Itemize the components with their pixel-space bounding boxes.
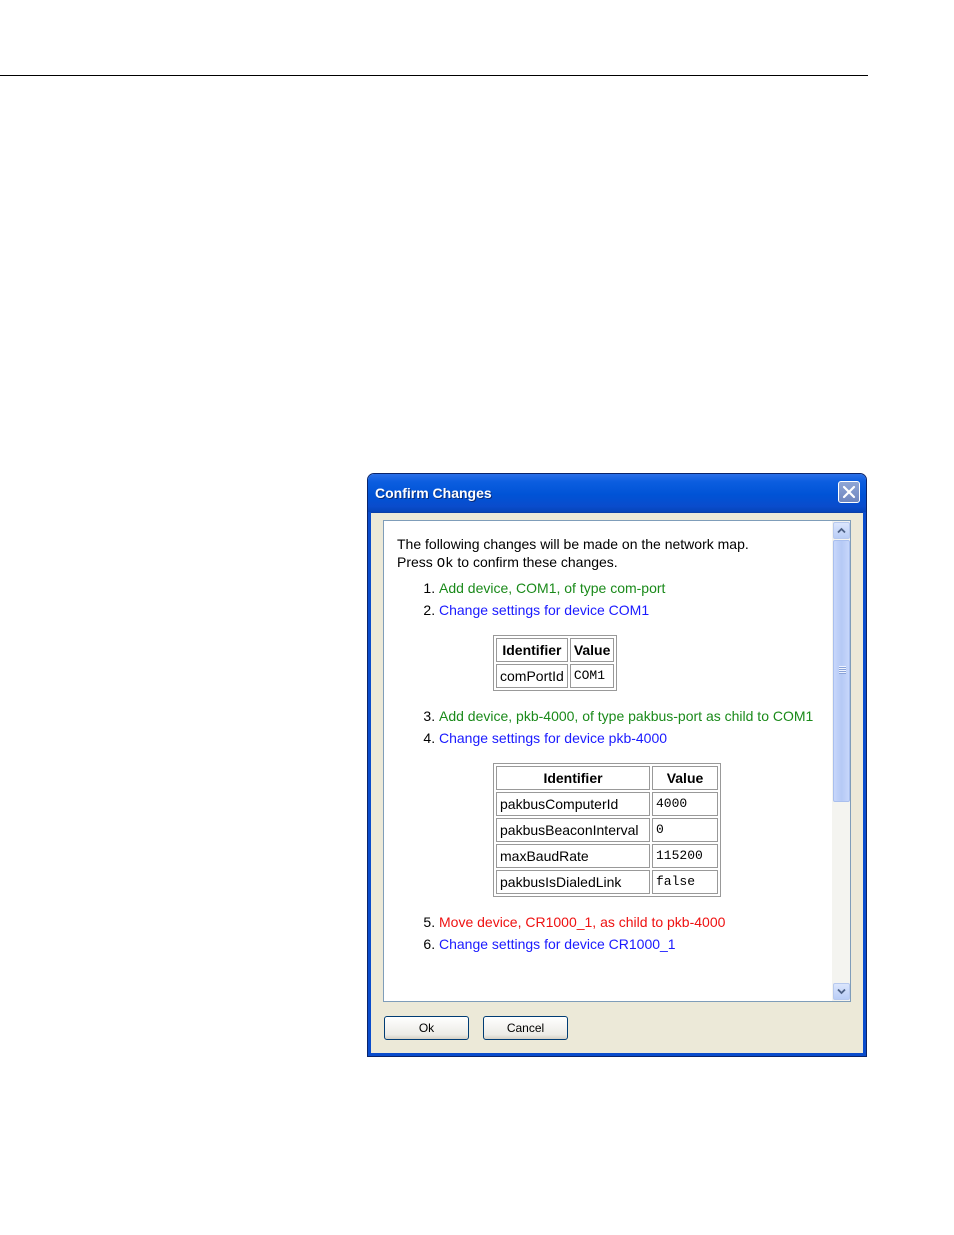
com1-settings-table [493, 635, 617, 691]
table-row [496, 664, 614, 688]
table-header-row [496, 638, 614, 662]
column-header-value: Value [570, 638, 615, 662]
value-cell: 115200 [652, 844, 718, 868]
window-frame-right [863, 512, 866, 1056]
change-item-6 [439, 935, 830, 953]
dialog-title: Confirm Changes [375, 485, 492, 501]
identifier-cell: comPortId [496, 664, 568, 688]
table-header-row [496, 766, 718, 790]
change-item-3 [439, 707, 830, 725]
column-header-value: Value [652, 766, 718, 790]
grip-icon [839, 666, 846, 674]
change-text-3: Add device, pkb-4000, of type pakbus-port as child to COM1 [439, 708, 814, 724]
changes-document [384, 521, 830, 953]
table-row [496, 818, 718, 842]
intro-press: Press [397, 554, 433, 570]
ok-button[interactable]: Ok [384, 1016, 469, 1040]
value-cell: COM1 [570, 664, 615, 688]
intro-line-1: The following changes will be made on the network map. [397, 536, 749, 552]
change-text-6: Change settings for device CR1000_1 [439, 936, 676, 952]
title-bar[interactable] [368, 474, 866, 513]
page-divider [0, 75, 868, 76]
change-item-5 [439, 913, 830, 931]
chevron-down-icon [837, 988, 846, 995]
change-item-1 [439, 579, 830, 597]
change-text-1: Add device, COM1, of type com-port [439, 580, 666, 596]
window-frame-left [368, 512, 371, 1056]
close-icon [842, 485, 856, 499]
intro-rest: to confirm these changes. [457, 554, 618, 570]
vertical-scrollbar[interactable] [832, 521, 850, 1001]
table-row [496, 792, 718, 816]
window-frame-bottom [368, 1053, 866, 1056]
value-cell: 0 [652, 818, 718, 842]
changes-list [397, 579, 830, 953]
identifier-cell: pakbusComputerId [496, 792, 650, 816]
value-cell: 4000 [652, 792, 718, 816]
change-item-2 [439, 601, 830, 691]
changes-scroll-area[interactable] [384, 521, 830, 1001]
change-text-4: Change settings for device pkb-4000 [439, 730, 668, 746]
column-header-identifier: Identifier [496, 638, 568, 662]
identifier-cell: pakbusIsDialedLink [496, 870, 650, 894]
scroll-down-button[interactable] [833, 983, 850, 1000]
identifier-cell: pakbusBeaconInterval [496, 818, 650, 842]
change-text-2: Change settings for device COM1 [439, 602, 650, 618]
table-row [496, 870, 718, 894]
cancel-button[interactable]: Cancel [483, 1016, 568, 1040]
chevron-up-icon [837, 527, 846, 534]
intro-ok-word: Ok [436, 556, 454, 572]
intro-line-2 [397, 553, 830, 573]
identifier-cell: maxBaudRate [496, 844, 650, 868]
change-text-5: Move device, CR1000_1, as child to pkb-4000 [439, 914, 726, 930]
changes-view[interactable] [383, 520, 851, 1002]
scroll-up-button[interactable] [833, 522, 850, 539]
close-button[interactable] [838, 481, 860, 503]
table-row [496, 844, 718, 868]
pkb-4000-settings-table [493, 763, 721, 897]
change-item-4 [439, 729, 830, 897]
column-header-identifier: Identifier [496, 766, 650, 790]
confirm-changes-dialog [367, 473, 867, 1057]
value-cell: false [652, 870, 718, 894]
scroll-thumb[interactable] [833, 540, 850, 802]
